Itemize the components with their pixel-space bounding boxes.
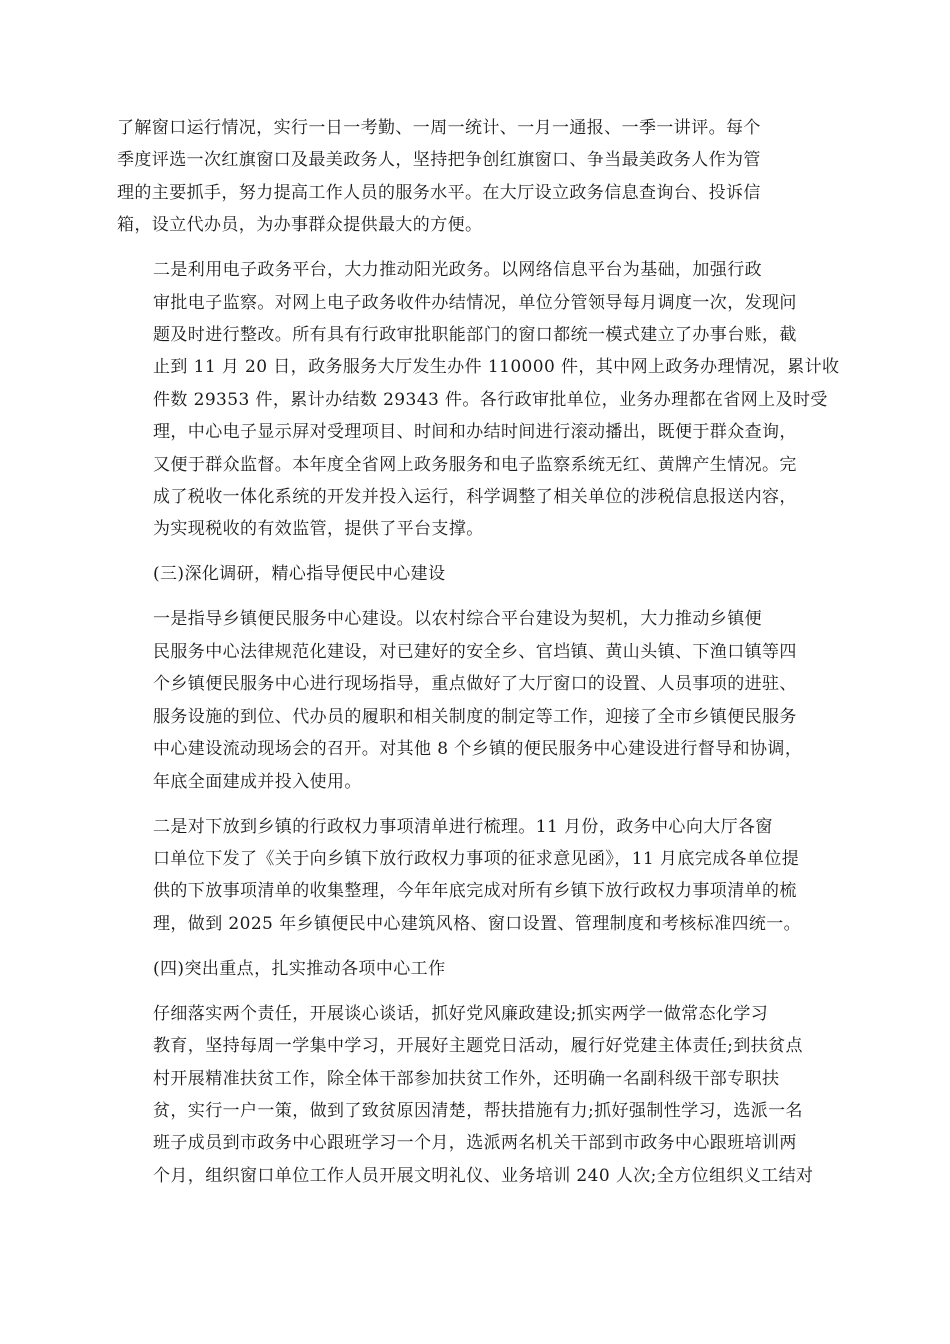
- text-line: 题及时进行整改。所有具有行政审批职能部门的窗口都统一模式建立了办事台账，截: [153, 325, 797, 346]
- document-page: [117, 112, 840, 1205]
- text-line: 件数 29353 件，累计办结数 29343 件。各行政审批单位，业务办理都在省网上及时受: [153, 389, 828, 410]
- paragraph-central-work: [117, 998, 833, 1192]
- text-line: 中心建设流动现场会的召开。对其他 8 个乡镇的便民服务中心建设进行督导和协调，: [153, 739, 803, 760]
- text-line: 个乡镇便民服务中心进行现场指导，重点做好了大厅窗口的设置、人员事项的进驻、: [153, 674, 797, 695]
- text-line: 又便于群众监督。本年度全省网上政务服务和电子监察系统无红、黄牌产生情况。完: [153, 454, 797, 475]
- text-line: 班子成员到市政务中心跟班学习一个月，选派两名机关干部到市政务中心跟班培训两: [153, 1133, 797, 1154]
- section-heading-text: (四)突出重点，扎实推动各项中心工作: [153, 958, 446, 979]
- text-line: 理，做到 2025 年乡镇便民中心建筑风格、窗口设置、管理制度和考核标准四统一。: [153, 913, 802, 934]
- text-line: 二是利用电子政务平台，大力推动阳光政务。以网络信息平台为基础，加强行政: [153, 260, 762, 281]
- text-line: 服务设施的到位、代办员的履职和相关制度的制定等工作，迎接了全市乡镇便民服务: [153, 706, 797, 727]
- text-line: 年底全面建成并投入使用。: [153, 771, 362, 792]
- text-line: 一是指导乡镇便民服务中心建设。以农村综合平台建设为契机，大力推动乡镇便: [153, 609, 762, 630]
- text-line: 民服务中心法律规范化建设，对已建好的安全乡、官垱镇、黄山头镇、下渔口镇等四: [153, 641, 797, 662]
- paragraph-power-list: [117, 811, 833, 941]
- text-line: 仔细落实两个责任，开展谈心谈话，抓好党风廉政建设;抓实两学一做常态化学习: [153, 1003, 769, 1024]
- text-line: 口单位下发了《关于向乡镇下放行政权力事项的征求意见函》，11 月底完成各单位提: [153, 848, 800, 869]
- text-line: 供的下放事项清单的收集整理，今年年底完成对所有乡镇下放行政权力事项清单的梳: [153, 881, 797, 902]
- text-line: 理，中心电子显示屏对受理项目、时间和办结时间进行滚动播出，既便于群众查询，: [153, 422, 797, 443]
- text-line: 成了税收一体化系统的开发并投入运行，科学调整了相关单位的涉税信息报送内容，: [153, 487, 797, 508]
- section-heading-text: (三)深化调研，精心指导便民中心建设: [153, 564, 446, 585]
- text-line: 村开展精准扶贫工作，除全体干部参加扶贫工作外，还明确一名副科级干部专职扶: [153, 1068, 780, 1089]
- text-line: 审批电子监察。对网上电子政务收件办结情况，单位分管领导每月调度一次，发现问: [153, 292, 797, 313]
- text-line: 教育，坚持每周一学集中学习，开展好主题党日活动，履行好党建主体责任;到扶贫点: [153, 1036, 803, 1057]
- text-line: 贫，实行一户一策，做到了致贫原因清楚，帮扶措施有力;抓好强制性学习，选派一名: [153, 1100, 803, 1121]
- text-line: 二是对下放到乡镇的行政权力事项清单进行梳理。11 月份，政务中心向大厅各窗: [153, 816, 773, 837]
- text-line: 季度评选一次红旗窗口及最美政务人，坚持把争创红旗窗口、争当最美政务人作为管: [117, 150, 761, 171]
- text-line: 理的主要抓手，努力提高工作人员的服务水平。在大厅设立政务信息查询台、投诉信: [117, 182, 761, 203]
- text-line: 为实现税收的有效监管，提供了平台支撑。: [153, 519, 484, 540]
- section-heading-4: [117, 953, 833, 985]
- section-heading-3: [117, 558, 833, 590]
- text-line: 止到 11 月 20 日，政务服务大厅发生办件 110000 件，其中网上政务办理情况，累计收: [153, 357, 840, 378]
- paragraph-township-centers: [117, 603, 833, 797]
- text-line: 箱，设立代办员，为办事群众提供最大的方便。: [117, 215, 483, 236]
- text-line: 了解窗口运行情况，实行一日一考勤、一周一统计、一月一通报、一季一讲评。每个: [117, 118, 761, 138]
- paragraph-window-management: [117, 112, 833, 242]
- text-line: 个月，组织窗口单位工作人员开展文明礼仪、业务培训 240 人次;全方位组织义工结对: [153, 1165, 814, 1186]
- paragraph-e-government: [117, 254, 840, 546]
